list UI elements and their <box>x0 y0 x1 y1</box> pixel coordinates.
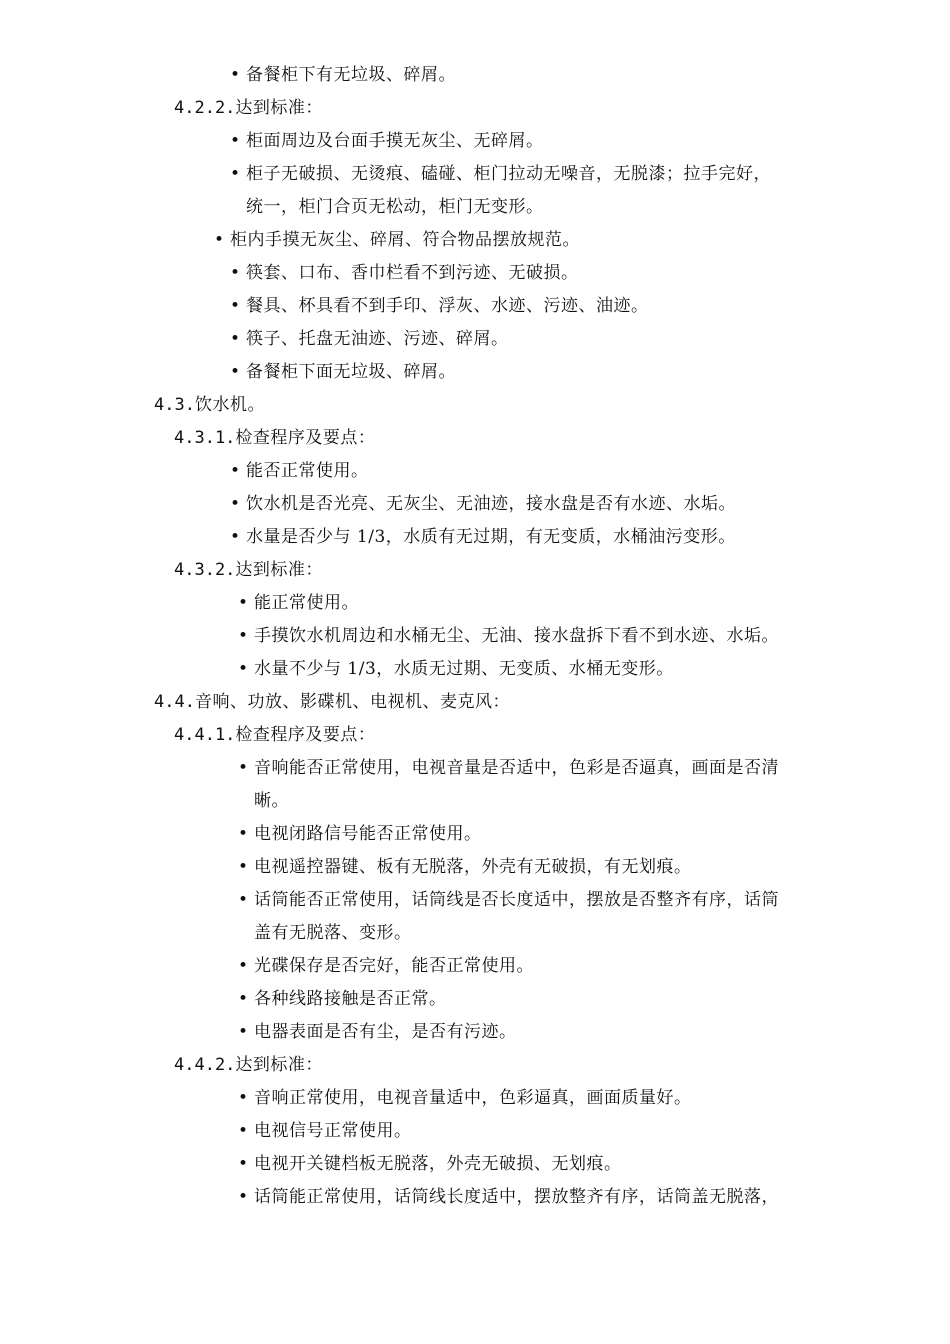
bullet-item: • 备餐柜下面无垃圾、碎屑。 <box>230 362 456 382</box>
bullet-continuation: 盖有无脱落、变形。 <box>254 923 412 943</box>
bullet-item: • 备餐柜下有无垃圾、碎屑。 <box>230 65 456 85</box>
subsection-heading: 4.2.2.达到标准： <box>174 98 323 118</box>
bullet-item: • 柜面周边及台面手摸无灰尘、无碎屑。 <box>230 131 544 151</box>
subsection-heading: 4.4.2.达到标准： <box>174 1055 323 1075</box>
bullet-item: • 话筒能正常使用，话筒线长度适中，摆放整齐有序，话筒盖无脱落， <box>238 1187 779 1207</box>
bullet-item: • 水量不少与 1/3，水质无过期、无变质、水桶无变形。 <box>238 659 674 679</box>
bullet-item: • 饮水机是否光亮、无灰尘、无油迹，接水盘是否有水迹、水垢。 <box>230 494 736 514</box>
bullet-item: • 餐具、杯具看不到手印、浮灰、水迹、污迹、油迹。 <box>230 296 649 316</box>
section-heading: 4.3.饮水机。 <box>154 395 265 415</box>
bullet-item: • 音响正常使用，电视音量适中，色彩逼真，画面质量好。 <box>238 1088 692 1108</box>
bullet-item: • 电器表面是否有尘，是否有污迹。 <box>238 1022 517 1042</box>
bullet-item: • 电视闭路信号能否正常使用。 <box>238 824 482 844</box>
bullet-item: • 能否正常使用。 <box>230 461 369 481</box>
section-heading: 4.4.音响、功放、影碟机、电视机、麦克风： <box>154 692 510 712</box>
bullet-item: • 各种线路接触是否正常。 <box>238 989 447 1009</box>
bullet-item: • 筷套、口布、香巾栏看不到污迹、无破损。 <box>230 263 579 283</box>
bullet-item: • 手摸饮水机周边和水桶无尘、无油、接水盘拆下看不到水迹、水垢。 <box>238 626 779 646</box>
subsection-heading: 4.4.1.检查程序及要点： <box>174 725 376 745</box>
bullet-item: • 筷子、托盘无油迹、污迹、碎屑。 <box>230 329 509 349</box>
bullet-continuation: 晰。 <box>254 791 289 811</box>
bullet-item: • 光碟保存是否完好，能否正常使用。 <box>238 956 534 976</box>
bullet-item: • 电视遥控器键、板有无脱落，外壳有无破损，有无划痕。 <box>238 857 692 877</box>
subsection-heading: 4.3.1.检查程序及要点： <box>174 428 376 448</box>
bullet-item: • 柜内手摸无灰尘、碎屑、符合物品摆放规范。 <box>214 230 580 250</box>
bullet-item: • 话筒能否正常使用，话筒线是否长度适中，摆放是否整齐有序，话筒 <box>238 890 779 910</box>
bullet-item: • 能正常使用。 <box>238 593 359 613</box>
bullet-item: • 柜子无破损、无烫痕、磕碰、柜门拉动无噪音，无脱漆；拉手完好， <box>230 164 771 184</box>
bullet-item: • 水量是否少与 1/3，水质有无过期，有无变质，水桶油污变形。 <box>230 527 736 547</box>
bullet-item: • 音响能否正常使用，电视音量是否适中，色彩是否逼真，画面是否清 <box>238 758 779 778</box>
subsection-heading: 4.3.2.达到标准： <box>174 560 323 580</box>
bullet-continuation: 统一，柜门合页无松动，柜门无变形。 <box>246 197 544 217</box>
bullet-item: • 电视开关键档板无脱落，外壳无破损、无划痕。 <box>238 1154 622 1174</box>
bullet-item: • 电视信号正常使用。 <box>238 1121 412 1141</box>
